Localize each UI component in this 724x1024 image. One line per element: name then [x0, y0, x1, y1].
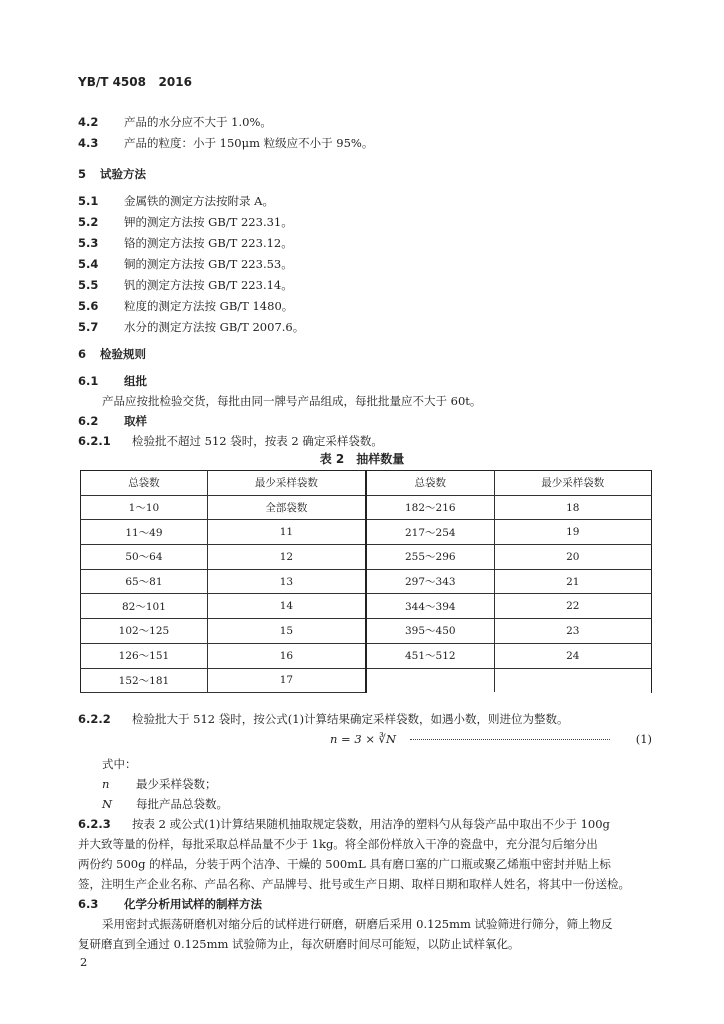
clause-6-2-1: 6.2.1 检验批不超过 512 袋时，按表 2 确定采样袋数。 [78, 434, 383, 448]
table-cell: 23 [494, 619, 651, 644]
clause-6-2-3-line-1: 6.2.3 按表 2 或公式(1)计算结果随机抽取规定袋数，用洁净的塑料勺从每袋产品中取出不少于 100g [78, 817, 610, 831]
table-cell: 344～394 [366, 594, 494, 619]
header-total-bags: 总袋数 [366, 471, 494, 496]
clause-6-2-heading: 6.2 取样 [78, 414, 147, 428]
table-cell: 14 [207, 594, 366, 619]
where-item-n: n 最少采样袋数； [102, 777, 217, 791]
clause-6-2-2: 6.2.2 检验批大于 512 袋时，按公式(1)计算结果确定采样袋数，如遇小数，则进位为整数。 [78, 712, 569, 726]
clause-6-1-text: 产品应按批检验交货，每批由同一牌号产品组成，每批批量应不大于 60t。 [102, 394, 482, 408]
table-row [81, 594, 652, 619]
header-total-bags: 总袋数 [81, 471, 208, 496]
clause-5-1: 5.1 金属铁的测定方法按附录 A。 [78, 194, 274, 208]
table-cell: 102～125 [81, 619, 208, 644]
standard-year: 2016 [158, 75, 192, 89]
document-header [78, 75, 192, 89]
formula-leader [410, 739, 610, 740]
clause-5-4: 5.4 铜的测定方法按 GB/T 223.53。 [78, 257, 293, 271]
clause-6-2-3-line-2: 并大致等量的份样，每批采取总样品量不少于 1kg。将全部份样放入干净的瓷盘中，充分混匀后缩分出 [78, 837, 598, 851]
clause-5-5: 5.5 钒的测定方法按 GB/T 223.14。 [78, 278, 293, 292]
table-cell: 11～49 [81, 520, 208, 545]
table-row [81, 643, 652, 668]
clause-6-3-line-2: 复研磨直到全通过 0.125mm 试验筛为止，每次研磨时间尽可能短，以防止试样氧化。 [78, 937, 520, 951]
clause-6-2-3-line-4: 签，注明生产企业名称、产品名称、产品牌号、批号或生产日期、取样日期和取样人姓名，将其中一份送检。 [78, 877, 630, 891]
table-cell: 17 [207, 668, 366, 693]
table-cell: 12 [207, 545, 366, 570]
clause-6-2-3-line-3: 两份约 500g 的样品，分装于两个洁净、干燥的 500mL 具有磨口塞的广口瓶或聚乙烯瓶中密封并贴上标 [78, 857, 611, 871]
clause-4-3: 4.3 产品的粒度：小于 150μm 粒级应不小于 95%。 [78, 136, 374, 150]
table-cell: 217～254 [366, 520, 494, 545]
table-row [81, 668, 652, 693]
table-cell: 13 [207, 569, 366, 594]
where-item-N: N 每批产品总袋数。 [102, 797, 228, 811]
table-cell: 126～151 [81, 643, 208, 668]
header-min-sample-bags: 最少采样袋数 [494, 471, 651, 496]
table-cell: 21 [494, 569, 651, 594]
table-row [81, 545, 652, 570]
clause-6-3-line-1: 采用密封式振荡研磨机对缩分后的试样进行研磨，研磨后采用 0.125mm 试验筛进行筛分，筛上物反 [102, 917, 613, 931]
table-cell: 24 [494, 643, 651, 668]
table-cell: 18 [494, 495, 651, 520]
clause-6-1-heading: 6.1 组批 [78, 374, 147, 388]
table-row [81, 569, 652, 594]
clause-5-7: 5.7 水分的测定方法按 GB/T 2007.6。 [78, 320, 305, 334]
header-min-sample-bags: 最少采样袋数 [207, 471, 366, 496]
table-cell: 255～296 [366, 545, 494, 570]
table-cell: 152～181 [81, 668, 208, 693]
table-cell: 395～450 [366, 619, 494, 644]
table-cell: 20 [494, 545, 651, 570]
table-cell: 182～216 [366, 495, 494, 520]
table-caption: 表 2 抽样数量 [319, 452, 405, 466]
clause-5-6: 5.6 粒度的测定方法按 GB/T 1480。 [78, 299, 294, 313]
table-cell: 15 [207, 619, 366, 644]
clause-5-3: 5.3 铬的测定方法按 GB/T 223.12。 [78, 236, 293, 250]
table-row [81, 619, 652, 644]
table-cell: 65～81 [81, 569, 208, 594]
formula-expression: n = 3 × ∛N [330, 732, 397, 746]
table-cell: 22 [494, 594, 651, 619]
table-cell: 11 [207, 520, 366, 545]
where-label: 式中： [102, 757, 137, 771]
page-number: 2 [80, 955, 88, 969]
table-cell [366, 668, 494, 693]
table-cell: 16 [207, 643, 366, 668]
section-5-heading: 5 试验方法 [78, 167, 146, 181]
table-row [81, 495, 652, 520]
equation-number: (1) [635, 732, 652, 746]
table-header-row [81, 471, 652, 496]
table-cell: 82～101 [81, 594, 208, 619]
table-cell: 全部袋数 [207, 495, 366, 520]
table-row [81, 520, 652, 545]
standard-code: YB/T 4508 [78, 75, 146, 89]
clause-4-2: 4.2 产品的水分应不大于 1.0%。 [78, 115, 272, 129]
table-cell: 451～512 [366, 643, 494, 668]
table-cell: 297～343 [366, 569, 494, 594]
clause-5-2: 5.2 钾的测定方法按 GB/T 223.31。 [78, 215, 293, 229]
table-cell [494, 668, 651, 693]
section-6-heading: 6 检验规则 [78, 347, 146, 361]
sampling-table [80, 470, 652, 693]
table-cell: 1～10 [81, 495, 208, 520]
table-cell: 19 [494, 520, 651, 545]
clause-6-3-heading: 6.3 化学分析用试样的制样方法 [78, 897, 262, 911]
table-cell: 50～64 [81, 545, 208, 570]
